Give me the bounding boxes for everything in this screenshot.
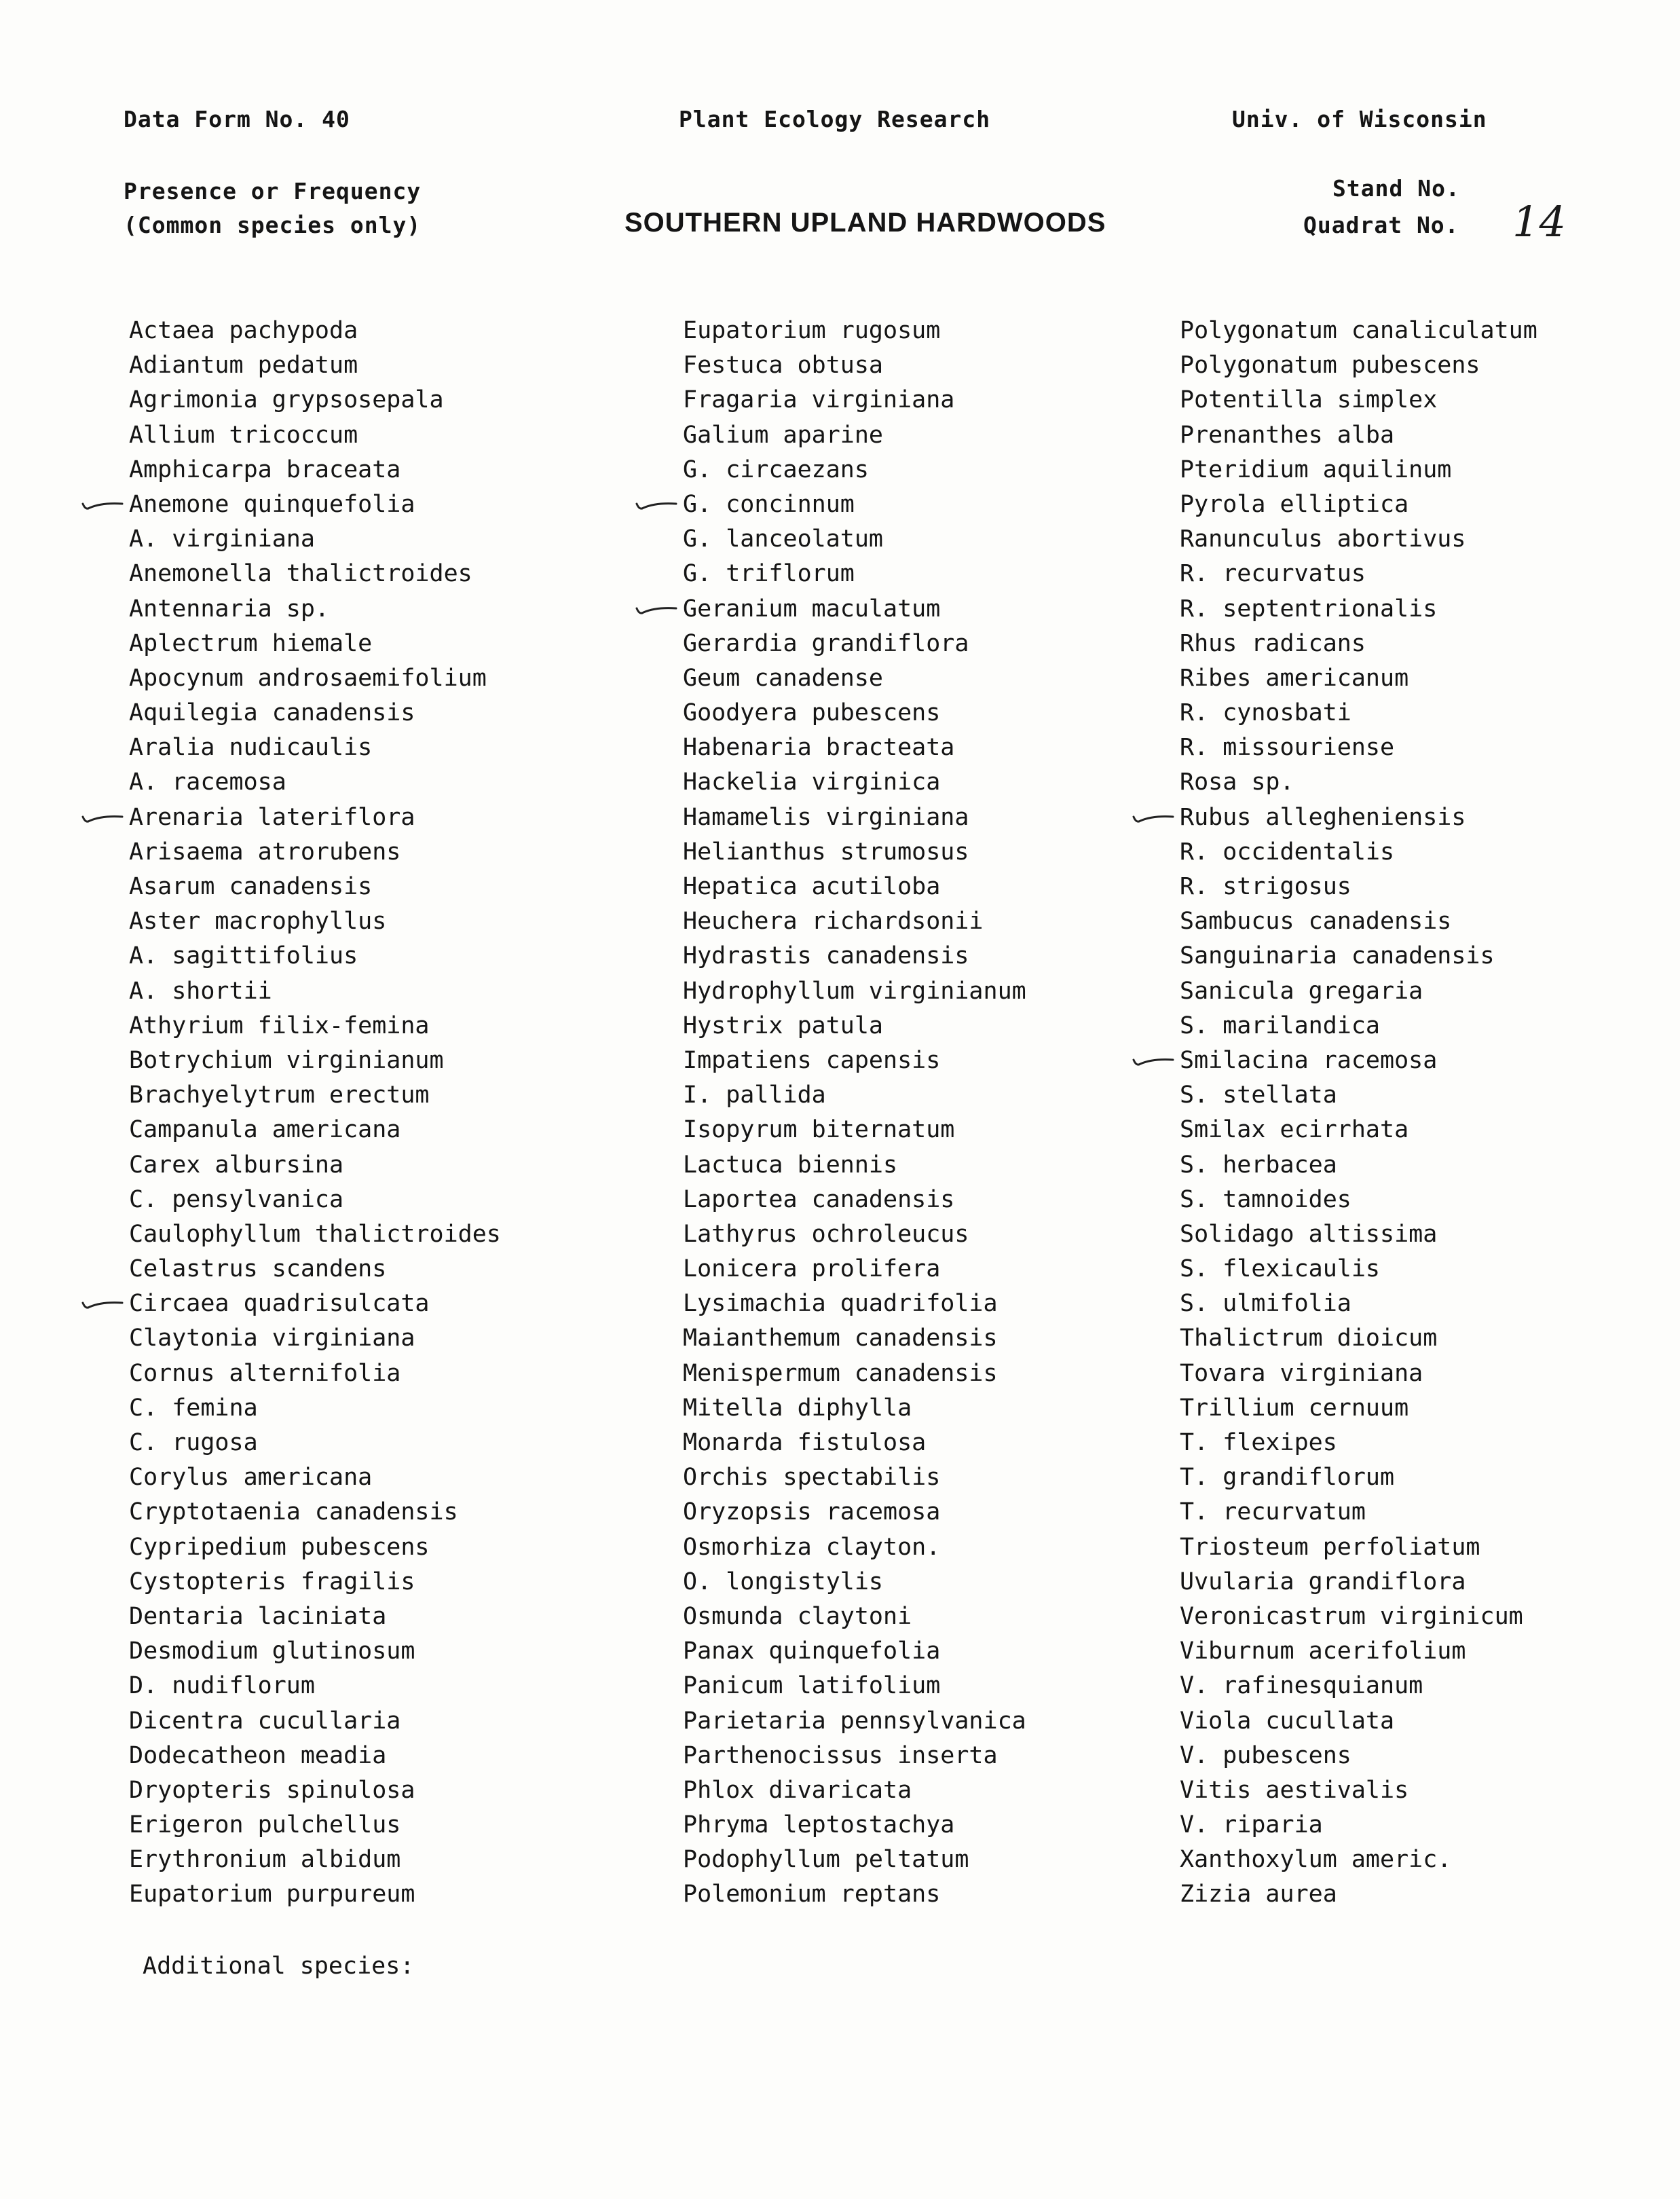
species-name: Dicentra cucullaria [129, 1707, 401, 1735]
species-item[interactable] [683, 1391, 1026, 1426]
species-item[interactable] [683, 557, 1026, 591]
species-name: Adiantum pedatum [129, 352, 358, 380]
species-item[interactable] [1180, 1043, 1537, 1078]
species-name: Arenaria lateriflora [129, 803, 415, 831]
quadrat-number-label: Quadrat No. [1303, 212, 1459, 238]
species-name: Lactuca biennis [683, 1151, 898, 1179]
species-item[interactable] [1180, 627, 1537, 661]
species-name: Dodecatheon meadia [129, 1741, 387, 1769]
species-name: Claytonia virginiana [129, 1325, 415, 1352]
species-item[interactable] [683, 1669, 1026, 1703]
species-item[interactable] [129, 1148, 501, 1183]
species-name: T. flexipes [1180, 1429, 1337, 1456]
species-name: A. shortii [129, 977, 272, 1005]
species-item[interactable] [129, 348, 501, 383]
species-name: T. recurvatum [1180, 1498, 1366, 1526]
species-item[interactable] [683, 696, 1026, 731]
species-item[interactable] [683, 800, 1026, 835]
species-item[interactable] [683, 348, 1026, 383]
species-name: Antennaria sp. [129, 595, 330, 623]
species-item[interactable] [129, 592, 501, 627]
species-name: Ranunculus abortivus [1180, 525, 1466, 553]
species-name: S. flexicaulis [1180, 1255, 1381, 1283]
species-column-1 [129, 314, 501, 1912]
species-name: Potentilla simplex [1180, 386, 1438, 414]
species-name: Isopyrum biternatum [683, 1116, 955, 1144]
species-item[interactable] [1180, 835, 1537, 870]
species-item[interactable] [683, 1843, 1026, 1877]
stand-number-label: Stand No. [1332, 175, 1460, 202]
species-name: Agrimonia grypsosepala [129, 386, 444, 414]
species-name: C. femina [129, 1394, 258, 1422]
species-name: Lathyrus ochroleucus [683, 1220, 969, 1248]
species-name: Solidago altissima [1180, 1220, 1438, 1248]
species-name: Hydrophyllum virginianum [683, 977, 1026, 1005]
species-item[interactable] [129, 418, 501, 453]
species-name: C. pensylvanica [129, 1185, 344, 1213]
species-name: Sanguinaria canadensis [1180, 942, 1495, 970]
species-item[interactable] [129, 557, 501, 591]
species-item[interactable] [1180, 1113, 1537, 1147]
species-item[interactable] [1180, 974, 1537, 1009]
species-item[interactable] [1180, 1148, 1537, 1183]
species-item[interactable] [1180, 1217, 1537, 1252]
species-name: Tovara virginiana [1180, 1359, 1423, 1387]
species-name: Gerardia grandiflora [683, 629, 969, 657]
species-item[interactable] [129, 1530, 501, 1565]
species-item[interactable] [683, 1183, 1026, 1217]
species-item[interactable] [1180, 1391, 1537, 1426]
species-item[interactable] [1180, 1739, 1537, 1773]
presence-label: Presence or Frequency [124, 178, 422, 204]
species-item[interactable] [1180, 904, 1537, 939]
species-name: Osmunda claytoni [683, 1602, 912, 1630]
species-name: Eupatorium rugosum [683, 317, 941, 344]
additional-species-label: Additional species: [143, 1953, 415, 1980]
species-name: Aster macrophyllus [129, 908, 387, 936]
species-name: G. lanceolatum [683, 525, 884, 553]
species-item[interactable] [683, 383, 1026, 418]
species-item[interactable] [129, 1773, 501, 1808]
species-item[interactable] [683, 1148, 1026, 1183]
species-item[interactable] [129, 1634, 501, 1669]
species-name: Viola cucullata [1180, 1707, 1395, 1735]
species-name: A. virginiana [129, 525, 315, 553]
species-item[interactable] [683, 592, 1026, 627]
species-item[interactable] [683, 1078, 1026, 1113]
species-item[interactable] [1180, 696, 1537, 731]
species-name: I. pallida [683, 1082, 826, 1109]
species-name: Helianthus strumosus [683, 838, 969, 866]
species-item[interactable] [1180, 1565, 1537, 1600]
species-name: Rosa sp. [1180, 769, 1294, 796]
species-name: S. herbacea [1180, 1151, 1337, 1179]
species-item[interactable] [129, 487, 501, 522]
species-name: Athyrium filix-femina [129, 1012, 430, 1039]
species-item[interactable] [683, 870, 1026, 904]
species-item[interactable] [129, 939, 501, 974]
species-item[interactable] [129, 696, 501, 731]
species-item[interactable] [1180, 870, 1537, 904]
species-item[interactable] [683, 1704, 1026, 1739]
species-item[interactable] [129, 661, 501, 696]
species-item[interactable] [1180, 1530, 1537, 1565]
species-name: Panicum latifolium [683, 1672, 941, 1700]
page-title: SOUTHERN UPLAND HARDWOODS [624, 208, 1106, 238]
check-mark-icon [81, 813, 124, 825]
species-name: Circaea quadrisulcata [129, 1290, 430, 1318]
species-column-3 [1180, 314, 1537, 1912]
species-item[interactable] [1180, 1426, 1537, 1460]
species-item[interactable] [129, 1495, 501, 1530]
species-item[interactable] [1180, 1669, 1537, 1703]
species-item[interactable] [129, 627, 501, 661]
species-name: S. ulmifolia [1180, 1290, 1351, 1318]
species-name: A. racemosa [129, 769, 286, 796]
species-item[interactable] [129, 1287, 501, 1321]
species-item[interactable] [683, 1113, 1026, 1147]
species-name: Osmorhiza clayton. [683, 1533, 941, 1561]
species-name: Festuca obtusa [683, 352, 884, 380]
species-item[interactable] [683, 939, 1026, 974]
species-item[interactable] [129, 1009, 501, 1043]
species-name: D. nudiflorum [129, 1672, 315, 1700]
species-item[interactable] [683, 1739, 1026, 1773]
species-name: Cypripedium pubescens [129, 1533, 430, 1561]
species-item[interactable] [683, 453, 1026, 487]
species-name: V. pubescens [1180, 1741, 1351, 1769]
species-name: Dentaria laciniata [129, 1602, 387, 1630]
species-item[interactable] [683, 522, 1026, 557]
species-name: Aralia nudicaulis [129, 734, 373, 762]
species-name: Xanthoxylum americ. [1180, 1846, 1452, 1874]
species-name: Corylus americana [129, 1464, 373, 1492]
species-item[interactable] [129, 904, 501, 939]
species-item[interactable] [1180, 1356, 1537, 1391]
species-item[interactable] [129, 522, 501, 557]
species-name: Allium tricoccum [129, 421, 358, 449]
species-item[interactable] [129, 974, 501, 1009]
check-mark-icon [81, 1299, 124, 1311]
species-item[interactable] [129, 1808, 501, 1843]
species-name: Hepatica acutiloba [683, 873, 941, 900]
species-name: S. tamnoides [1180, 1185, 1351, 1213]
species-name: V. rafinesquianum [1180, 1672, 1423, 1700]
species-name: Orchis spectabilis [683, 1464, 941, 1492]
species-item[interactable] [683, 731, 1026, 765]
quadrat-number-value[interactable]: 14 [1512, 197, 1566, 246]
species-item[interactable] [683, 1530, 1026, 1565]
species-name: O. longistylis [683, 1568, 884, 1595]
species-item[interactable] [683, 1495, 1026, 1530]
species-name: Hamamelis virginiana [683, 803, 969, 831]
species-name: R. strigosus [1180, 873, 1351, 900]
species-item[interactable] [1180, 1287, 1537, 1321]
species-item[interactable] [683, 904, 1026, 939]
species-name: Panax quinquefolia [683, 1638, 941, 1665]
species-name: Mitella diphylla [683, 1394, 912, 1422]
species-name: Heuchera richardsonii [683, 908, 984, 936]
species-name: Uvularia grandiflora [1180, 1568, 1466, 1595]
species-name: Pteridium aquilinum [1180, 456, 1452, 483]
species-name: Veronicastrum virginicum [1180, 1602, 1523, 1630]
species-name: Polygonatum pubescens [1180, 352, 1480, 380]
species-name: Vitis aestivalis [1180, 1776, 1409, 1804]
species-name: Botrychium virginianum [129, 1046, 444, 1074]
species-item[interactable] [1180, 1704, 1537, 1739]
species-item[interactable] [1180, 453, 1537, 487]
species-name: Viburnum acerifolium [1180, 1638, 1466, 1665]
species-name: Erigeron pulchellus [129, 1811, 401, 1839]
species-name: Menispermum canadensis [683, 1359, 998, 1387]
species-item[interactable] [1180, 1808, 1537, 1843]
species-name: Prenanthes alba [1180, 421, 1395, 449]
species-name: Apocynum androsaemifolium [129, 664, 487, 692]
species-name: G. triflorum [683, 560, 855, 588]
species-item[interactable] [129, 1252, 501, 1287]
species-item[interactable] [1180, 939, 1537, 974]
species-item[interactable] [683, 974, 1026, 1009]
species-item[interactable] [1180, 348, 1537, 383]
check-mark-icon [1132, 813, 1174, 825]
species-name: Sanicula gregaria [1180, 977, 1423, 1005]
species-item[interactable] [129, 1739, 501, 1773]
species-item[interactable] [129, 1113, 501, 1147]
species-item[interactable] [129, 1565, 501, 1600]
species-name: Erythronium albidum [129, 1846, 401, 1874]
species-item[interactable] [683, 1877, 1026, 1912]
species-name: Maianthemum canadensis [683, 1325, 998, 1352]
species-item[interactable] [1180, 1634, 1537, 1669]
species-item[interactable] [1180, 1321, 1537, 1356]
species-name: Actaea pachypoda [129, 317, 358, 344]
check-mark-icon [81, 500, 124, 512]
species-name: Brachyelytrum erectum [129, 1082, 430, 1109]
species-item[interactable] [1180, 765, 1537, 800]
species-item[interactable] [129, 453, 501, 487]
species-name: Pyrola elliptica [1180, 490, 1409, 518]
species-item[interactable] [129, 1460, 501, 1495]
species-name: Carex albursina [129, 1151, 344, 1179]
species-item[interactable] [683, 1600, 1026, 1634]
species-item[interactable] [129, 835, 501, 870]
species-item[interactable] [129, 1426, 501, 1460]
species-name: Cornus alternifolia [129, 1359, 401, 1387]
species-name: Dryopteris spinulosa [129, 1776, 415, 1804]
species-item[interactable] [1180, 487, 1537, 522]
species-item[interactable] [683, 1043, 1026, 1078]
species-item[interactable] [129, 1078, 501, 1113]
species-name: Habenaria bracteata [683, 734, 955, 762]
species-item[interactable] [683, 1773, 1026, 1808]
species-item[interactable] [1180, 1460, 1537, 1495]
species-column-2 [683, 314, 1026, 1912]
species-item[interactable] [1180, 557, 1537, 591]
species-name: Campanula americana [129, 1116, 401, 1144]
species-name: Polygonatum canaliculatum [1180, 317, 1537, 344]
species-item[interactable] [683, 1217, 1026, 1252]
species-name: Fragaria virginiana [683, 386, 955, 414]
species-name: Arisaema atrorubens [129, 838, 401, 866]
species-item[interactable] [129, 1321, 501, 1356]
species-name: Oryzopsis racemosa [683, 1498, 941, 1526]
species-name: Parietaria pennsylvanica [683, 1707, 1026, 1735]
species-item[interactable] [683, 1321, 1026, 1356]
species-name: Zizia aurea [1180, 1881, 1337, 1908]
species-name: Lysimachia quadrifolia [683, 1290, 998, 1318]
species-item[interactable] [129, 1391, 501, 1426]
species-name: Geum canadense [683, 664, 884, 692]
species-name: Monarda fistulosa [683, 1429, 927, 1456]
species-name: V. riparia [1180, 1811, 1323, 1839]
species-item[interactable] [1180, 1773, 1537, 1808]
species-item[interactable] [129, 1043, 501, 1078]
species-item[interactable] [129, 800, 501, 835]
species-name: Asarum canadensis [129, 873, 373, 900]
species-item[interactable] [129, 1669, 501, 1703]
species-item[interactable] [1180, 800, 1537, 835]
species-item[interactable] [129, 731, 501, 765]
species-item[interactable] [1180, 1009, 1537, 1043]
species-item[interactable] [1180, 592, 1537, 627]
species-name: Goodyera pubescens [683, 699, 941, 727]
species-item[interactable] [1180, 1183, 1537, 1217]
species-name: T. grandiflorum [1180, 1464, 1395, 1492]
species-item[interactable] [129, 870, 501, 904]
species-name: Laportea canadensis [683, 1185, 955, 1213]
species-name: Amphicarpa braceata [129, 456, 401, 483]
species-name: S. marilandica [1180, 1012, 1381, 1039]
species-name: Cryptotaenia canadensis [129, 1498, 458, 1526]
species-name: Phlox divaricata [683, 1776, 912, 1804]
species-name: A. sagittifolius [129, 942, 358, 970]
species-name: R. septentrionalis [1180, 595, 1438, 623]
species-item[interactable] [683, 418, 1026, 453]
species-name: Eupatorium purpureum [129, 1881, 415, 1908]
species-item[interactable] [683, 1634, 1026, 1669]
species-name: Smilacina racemosa [1180, 1046, 1438, 1074]
species-name: R. recurvatus [1180, 560, 1366, 588]
species-name: Caulophyllum thalictroides [129, 1220, 501, 1248]
species-name: Smilax ecirrhata [1180, 1116, 1409, 1144]
species-name: Aquilegia canadensis [129, 699, 415, 727]
species-name: Aplectrum hiemale [129, 629, 373, 657]
species-item[interactable] [683, 627, 1026, 661]
species-name: S. stellata [1180, 1082, 1337, 1109]
species-name: Triosteum perfoliatum [1180, 1533, 1480, 1561]
species-item[interactable] [683, 1565, 1026, 1600]
species-item[interactable] [129, 765, 501, 800]
species-item[interactable] [683, 1808, 1026, 1843]
species-name: G. circaezans [683, 456, 869, 483]
species-item[interactable] [683, 487, 1026, 522]
species-item[interactable] [683, 1252, 1026, 1287]
species-name: Podophyllum peltatum [683, 1846, 969, 1874]
university: Univ. of Wisconsin [1232, 106, 1487, 132]
species-name: Celastrus scandens [129, 1255, 387, 1283]
species-item[interactable] [683, 1009, 1026, 1043]
species-name: Impatiens capensis [683, 1046, 941, 1074]
species-item[interactable] [1180, 1495, 1537, 1530]
species-item[interactable] [129, 383, 501, 418]
species-name: Sambucus canadensis [1180, 908, 1452, 936]
species-name: C. rugosa [129, 1429, 258, 1456]
species-item[interactable] [1180, 383, 1537, 418]
species-item[interactable] [1180, 661, 1537, 696]
species-item[interactable] [683, 1460, 1026, 1495]
species-name: G. concinnum [683, 490, 855, 518]
form-number: Data Form No. 40 [124, 106, 350, 132]
species-item[interactable] [683, 835, 1026, 870]
species-item[interactable] [683, 661, 1026, 696]
species-name: Anemonella thalictroides [129, 560, 472, 588]
species-item[interactable] [1180, 731, 1537, 765]
species-name: Desmodium glutinosum [129, 1638, 415, 1665]
species-item[interactable] [683, 1426, 1026, 1460]
check-mark-icon [635, 604, 677, 616]
organization: Plant Ecology Research [679, 106, 991, 132]
species-name: R. missouriense [1180, 734, 1395, 762]
check-mark-icon [1132, 1056, 1174, 1068]
species-item[interactable] [683, 765, 1026, 800]
species-name: Trillium cernuum [1180, 1394, 1409, 1422]
species-item[interactable] [129, 1877, 501, 1912]
species-name: Phryma leptostachya [683, 1811, 955, 1839]
species-item[interactable] [129, 1183, 501, 1217]
species-name: Lonicera prolifera [683, 1255, 941, 1283]
species-name: Hydrastis canadensis [683, 942, 969, 970]
common-species-note: (Common species only) [124, 212, 422, 238]
species-item[interactable] [1180, 1252, 1537, 1287]
species-item[interactable] [129, 314, 501, 348]
species-name: R. occidentalis [1180, 838, 1395, 866]
species-name: Rhus radicans [1180, 629, 1366, 657]
check-mark-icon [635, 500, 677, 512]
species-name: Geranium maculatum [683, 595, 941, 623]
species-item[interactable] [1180, 1843, 1537, 1877]
species-name: Ribes americanum [1180, 664, 1409, 692]
species-item[interactable] [1180, 1600, 1537, 1634]
species-name: Anemone quinquefolia [129, 490, 415, 518]
species-item[interactable] [129, 1600, 501, 1634]
species-item[interactable] [1180, 522, 1537, 557]
species-name: Hystrix patula [683, 1012, 884, 1039]
species-name: Thalictrum dioicum [1180, 1325, 1438, 1352]
species-item[interactable] [683, 1356, 1026, 1391]
species-item[interactable] [129, 1843, 501, 1877]
species-item[interactable] [129, 1704, 501, 1739]
species-item[interactable] [129, 1217, 501, 1252]
species-item[interactable] [129, 1356, 501, 1391]
species-name: R. cynosbati [1180, 699, 1351, 727]
species-item[interactable] [1180, 314, 1537, 348]
species-name: Cystopteris fragilis [129, 1568, 415, 1595]
species-item[interactable] [1180, 1877, 1537, 1912]
species-item[interactable] [683, 314, 1026, 348]
species-name: Galium aparine [683, 421, 884, 449]
species-item[interactable] [1180, 418, 1537, 453]
species-name: Parthenocissus inserta [683, 1741, 998, 1769]
species-name: Hackelia virginica [683, 769, 941, 796]
species-name: Polemonium reptans [683, 1881, 941, 1908]
species-item[interactable] [683, 1287, 1026, 1321]
species-name: Rubus allegheniensis [1180, 803, 1466, 831]
species-item[interactable] [1180, 1078, 1537, 1113]
